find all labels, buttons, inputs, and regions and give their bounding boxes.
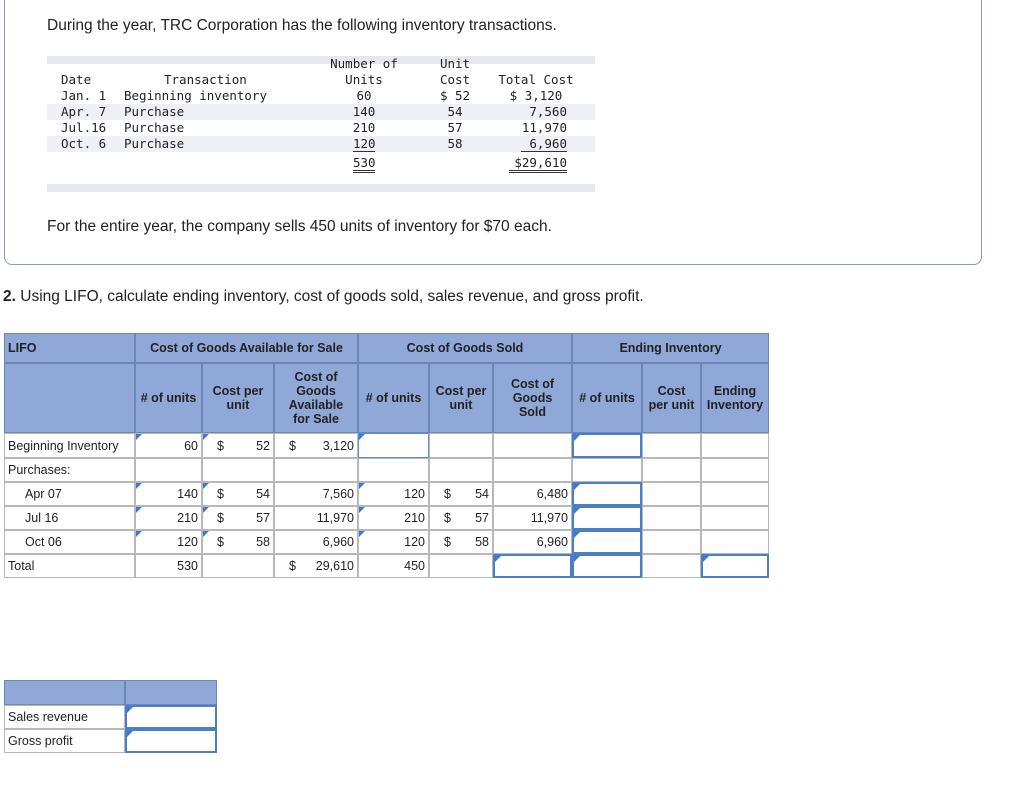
- ending-total-header: [701, 363, 769, 433]
- group-available-header: Cost of Goods Available for Sale: [135, 333, 358, 363]
- transactions-table: [47, 56, 595, 192]
- oct-ending-cost: [642, 530, 701, 554]
- apr-ending-total: [701, 482, 769, 506]
- beginning-cost: [202, 433, 274, 458]
- row-transaction: Purchase: [124, 120, 185, 135]
- sales-revenue-input[interactable]: [125, 705, 217, 729]
- empty-cell: [135, 458, 202, 482]
- available-units-header: [135, 363, 202, 433]
- beginning-ending-units-input[interactable]: [572, 433, 642, 458]
- currency-symbol: $: [289, 438, 296, 453]
- question-text: [3, 288, 644, 306]
- value: 57: [475, 511, 489, 525]
- gross-profit-input[interactable]: [125, 729, 217, 753]
- row-cost: 54: [447, 104, 463, 119]
- row-units: 140: [352, 104, 376, 119]
- header-text: Goods: [512, 391, 553, 405]
- total-ending-cost-blank: [642, 554, 701, 578]
- apr-cost: [202, 482, 274, 506]
- empty-cell: [274, 458, 358, 482]
- jul-sold-total: 11,970: [493, 506, 572, 530]
- header-text: per unit: [648, 398, 695, 412]
- empty-cell: [429, 458, 493, 482]
- gross-profit-label: Gross profit: [4, 729, 125, 753]
- row-units: 120: [353, 136, 376, 151]
- table-row: [47, 88, 595, 104]
- jul-total: 11,970: [274, 506, 358, 530]
- value: 58: [475, 535, 489, 549]
- beginning-ending-total: [701, 433, 769, 458]
- question-body: Using LIFO, calculate ending inventory, cost of goods sold, sales revenue, and gross profit.: [15, 288, 644, 305]
- header-text: # of units: [365, 391, 422, 405]
- jul-units: 210: [135, 506, 202, 530]
- row-cost: $ 52: [439, 88, 471, 103]
- total-cost: $29,610: [509, 156, 567, 173]
- oct-sold-units: 120: [358, 530, 429, 554]
- beginning-ending-cost: [642, 433, 701, 458]
- row-transaction: Purchase: [124, 136, 185, 151]
- header-date: Date: [61, 72, 92, 87]
- row-label-purchases: Purchases:: [4, 458, 135, 482]
- header-text: Goods: [296, 384, 336, 398]
- empty-cell: [358, 458, 429, 482]
- group-sold-header: Cost of Goods Sold: [358, 333, 572, 363]
- empty-cell: [493, 458, 572, 482]
- total-ending-units-input[interactable]: [572, 554, 642, 578]
- empty-cell: [642, 458, 701, 482]
- row-date: Oct. 6: [61, 136, 107, 151]
- available-cost-header: [202, 363, 274, 433]
- oct-sold-cost: [429, 530, 493, 554]
- jul-sold-units: 210: [358, 506, 429, 530]
- header-text: Cost: [657, 384, 686, 398]
- jul-ending-units-input[interactable]: [572, 506, 642, 530]
- total-available: [274, 554, 358, 578]
- row-cost: 58: [447, 136, 463, 151]
- row-date: Jul.16: [61, 120, 107, 135]
- total-units: 530: [135, 554, 202, 578]
- ending-units-header: [572, 363, 642, 433]
- row-transaction: Purchase: [124, 104, 185, 119]
- row-total: 7,560: [529, 104, 567, 119]
- empty-cell: [701, 458, 769, 482]
- header-text: Cost per: [212, 384, 264, 398]
- apr-total: 7,560: [274, 482, 358, 506]
- beginning-sold-total: [493, 433, 572, 458]
- sold-total-header: [493, 363, 572, 433]
- apr-sold-total: 6,480: [493, 482, 572, 506]
- total-ending-inventory-input[interactable]: [701, 554, 769, 578]
- value: 3,120: [322, 438, 354, 453]
- sold-cost-header: [429, 363, 493, 433]
- header-text: Ending: [713, 384, 757, 398]
- header-text: Sold: [518, 405, 547, 419]
- jul-sold-cost: [429, 506, 493, 530]
- total-sold-units: 450: [358, 554, 429, 578]
- currency-symbol: $: [217, 511, 224, 525]
- total-cost-blank: [202, 554, 274, 578]
- table-row: [47, 120, 595, 136]
- row-units: 60: [356, 88, 372, 103]
- beginning-sold-cost: [429, 433, 493, 458]
- sold-units-header: [358, 363, 429, 433]
- ending-cost-header: [642, 363, 701, 433]
- available-total-header: [274, 363, 358, 433]
- currency-symbol: $: [444, 511, 451, 525]
- apr-units: 140: [135, 482, 202, 506]
- header-row-2: [47, 72, 595, 88]
- table-row: [47, 136, 595, 152]
- row-date: Apr. 7: [61, 104, 107, 119]
- currency-symbol: $: [444, 487, 451, 501]
- row-transaction: Beginning inventory: [124, 88, 267, 103]
- jul-cost: [202, 506, 274, 530]
- header-total: Total Cost: [498, 72, 574, 87]
- currency-symbol: $: [444, 535, 451, 549]
- oct-units: 120: [135, 530, 202, 554]
- beginning-total: [274, 433, 358, 458]
- jul-ending-total: [701, 506, 769, 530]
- row-total: $ 3,120: [509, 88, 563, 103]
- subheader-blank: [4, 363, 135, 433]
- table-row: [47, 104, 595, 120]
- sales-info: For the entire year, the company sells 450 units of inventory for $70 each.: [47, 218, 552, 235]
- row-date: Jan. 1: [61, 88, 107, 103]
- value: 57: [256, 511, 270, 525]
- beginning-sold-units-input[interactable]: [358, 433, 429, 458]
- value: 58: [256, 535, 270, 549]
- apr-ending-units-input[interactable]: [572, 482, 642, 506]
- row-label-jul: Jul 16: [4, 506, 135, 530]
- jul-ending-cost: [642, 506, 701, 530]
- oct-cost: [202, 530, 274, 554]
- header-transaction: Transaction: [164, 72, 247, 87]
- header-text: unit: [449, 398, 473, 412]
- oct-total: 6,960: [274, 530, 358, 554]
- totals-row: [47, 156, 595, 172]
- summary-header-right: [125, 680, 217, 705]
- currency-symbol: $: [217, 438, 224, 453]
- oct-ending-total: [701, 530, 769, 554]
- row-label-beginning: Beginning Inventory: [4, 433, 135, 458]
- header-text: Cost of: [510, 377, 555, 391]
- apr-sold-units: 120: [358, 482, 429, 506]
- sales-revenue-label: Sales revenue: [4, 705, 125, 729]
- currency-symbol: $: [289, 559, 296, 573]
- oct-sold-total: 6,960: [493, 530, 572, 554]
- question-number: 2.: [3, 288, 16, 305]
- method-header: LIFO: [4, 333, 135, 363]
- header-text: Available: [288, 398, 344, 412]
- row-units: 210: [352, 120, 376, 135]
- empty-cell: [202, 458, 274, 482]
- total-sold-cost-blank: [429, 554, 493, 578]
- header-units-1: Number of: [330, 56, 398, 71]
- header-cost-1: Unit: [439, 56, 471, 71]
- row-total: 11,970: [521, 120, 567, 135]
- problem-intro: During the year, TRC Corporation has the following inventory transactions.: [47, 17, 557, 34]
- beginning-units: 60: [135, 433, 202, 458]
- currency-symbol: $: [217, 535, 224, 549]
- group-ending-header: Ending Inventory: [572, 333, 769, 363]
- apr-sold-cost: [429, 482, 493, 506]
- value: 52: [256, 438, 270, 453]
- header-text: unit: [226, 398, 250, 412]
- currency-symbol: $: [217, 487, 224, 501]
- header-text: # of units: [579, 391, 635, 405]
- row-label-total: Total: [4, 554, 135, 578]
- row-cost: 57: [447, 120, 463, 135]
- apr-ending-cost: [642, 482, 701, 506]
- header-text: for Sale: [293, 412, 339, 426]
- header-row-1: [47, 56, 595, 72]
- header-units-2: Units: [345, 72, 383, 87]
- empty-cell: [572, 458, 642, 482]
- value: 54: [475, 487, 489, 501]
- total-cogs-input[interactable]: [493, 554, 572, 578]
- value: 54: [256, 487, 270, 501]
- header-text: # of units: [140, 391, 197, 405]
- header-cost-2: Cost: [439, 72, 471, 87]
- header-text: Inventory: [706, 398, 764, 412]
- header-text: Cost of: [294, 370, 338, 384]
- total-units: 530: [353, 156, 375, 173]
- summary-header-left: [4, 680, 125, 705]
- row-label-apr: Apr 07: [4, 482, 135, 506]
- value: 29,610: [315, 559, 354, 573]
- table-bottom-strip: [47, 184, 595, 192]
- header-text: Cost per: [435, 384, 487, 398]
- row-total: 6,960: [521, 136, 567, 152]
- row-label-oct: Oct 06: [4, 530, 135, 554]
- oct-ending-units-input[interactable]: [572, 530, 642, 554]
